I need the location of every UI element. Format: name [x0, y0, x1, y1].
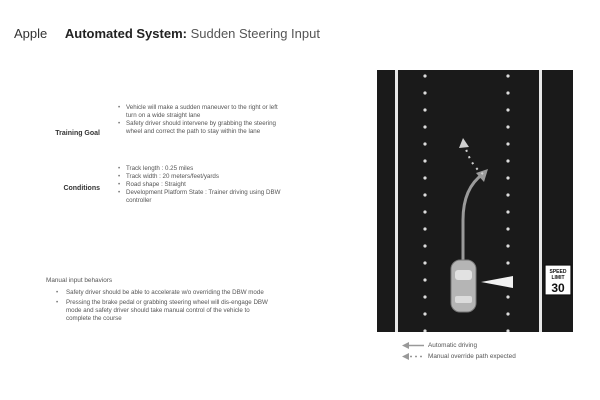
- lane-marker-dot: [423, 74, 426, 77]
- lane-marker-dot: [506, 108, 509, 111]
- conditions-label: Conditions: [63, 185, 100, 192]
- legend-automatic-label: Automatic driving: [428, 342, 478, 349]
- list-item: • Road shape : Straight: [118, 181, 288, 189]
- list-item: • Safety driver should intervene by grabbing the steering wheel and correct the path to stay within the lane: [118, 120, 288, 136]
- brand-label: Apple: [14, 26, 48, 41]
- lane-marker-dot: [423, 108, 426, 111]
- lane-marker-dot: [506, 74, 509, 77]
- lane-marker-dot: [423, 91, 426, 94]
- training-goal-label: Training Goal: [55, 130, 100, 137]
- solid-arrow-icon: [402, 342, 424, 349]
- vehicle-icon: [451, 260, 476, 312]
- lane-marker-dot: [423, 159, 426, 162]
- sign-value: 30: [551, 281, 565, 295]
- road-diagram: [377, 70, 573, 332]
- sign-line-1: SPEED: [549, 269, 567, 275]
- lane-marker-dot: [423, 227, 426, 230]
- conditions-list: [118, 165, 288, 205]
- title-bold: Automated System:: [64, 26, 187, 41]
- lane-marker-dot: [423, 278, 426, 281]
- lane-marker-dot: [506, 244, 509, 247]
- lane-marker-dot: [506, 210, 509, 213]
- lane-marker-dot: [506, 91, 509, 94]
- list-item: • Pressing the brake pedal or grabbing steering wheel will dis-engage DBW mode and safety driver should take manual control of the vehicle to complete the course: [46, 299, 276, 323]
- legend-manual-label: Manual override path expected: [428, 353, 516, 360]
- list-item: • Vehicle will make a sudden maneuver to the right or left turn on a wide straight lane: [118, 104, 288, 120]
- list-item: • Safety driver should be able to accelerate w/o overriding the DBW mode: [46, 289, 276, 297]
- list-item: • Development Platform State : Trainer driving using DBW controller: [118, 189, 288, 205]
- lane-marker-dot: [506, 159, 509, 162]
- lane-marker-dot: [423, 193, 426, 196]
- lane-marker-dot: [506, 193, 509, 196]
- lane-marker-dot: [423, 244, 426, 247]
- title-light: Sudden Steering Input: [190, 26, 320, 41]
- lane-marker-dot: [423, 261, 426, 264]
- lane-marker-dot: [506, 125, 509, 128]
- lane-marker-dot: [506, 295, 509, 298]
- speed-limit-sign: [545, 265, 571, 295]
- manual-input-section: [46, 277, 276, 325]
- training-goal-list: [118, 104, 288, 136]
- manual-list: [46, 289, 276, 323]
- lane-marker-dot: [423, 312, 426, 315]
- lane-marker-dot: [506, 261, 509, 264]
- list-item: • Track length : 0.25 miles: [118, 165, 288, 173]
- lane-marker-dot: [506, 142, 509, 145]
- dashed-arrow-icon: [402, 353, 424, 360]
- lane-marker-dot: [423, 176, 426, 179]
- lane-marker-dot: [423, 125, 426, 128]
- lane-marker-dot: [423, 142, 426, 145]
- lane-marker-dot: [506, 227, 509, 230]
- manual-heading: Manual input behaviors: [46, 277, 113, 284]
- lane-marker-dot: [423, 210, 426, 213]
- lane-marker-dot: [506, 176, 509, 179]
- right-edge-line: [539, 70, 542, 332]
- list-item: • Track width : 20 meters/feet/yards: [118, 173, 288, 181]
- page-title: [14, 26, 320, 41]
- lane-marker-dot: [423, 295, 426, 298]
- sign-line-2: LIMIT: [551, 275, 565, 281]
- lane-marker-dot: [506, 312, 509, 315]
- left-edge-line: [395, 70, 398, 332]
